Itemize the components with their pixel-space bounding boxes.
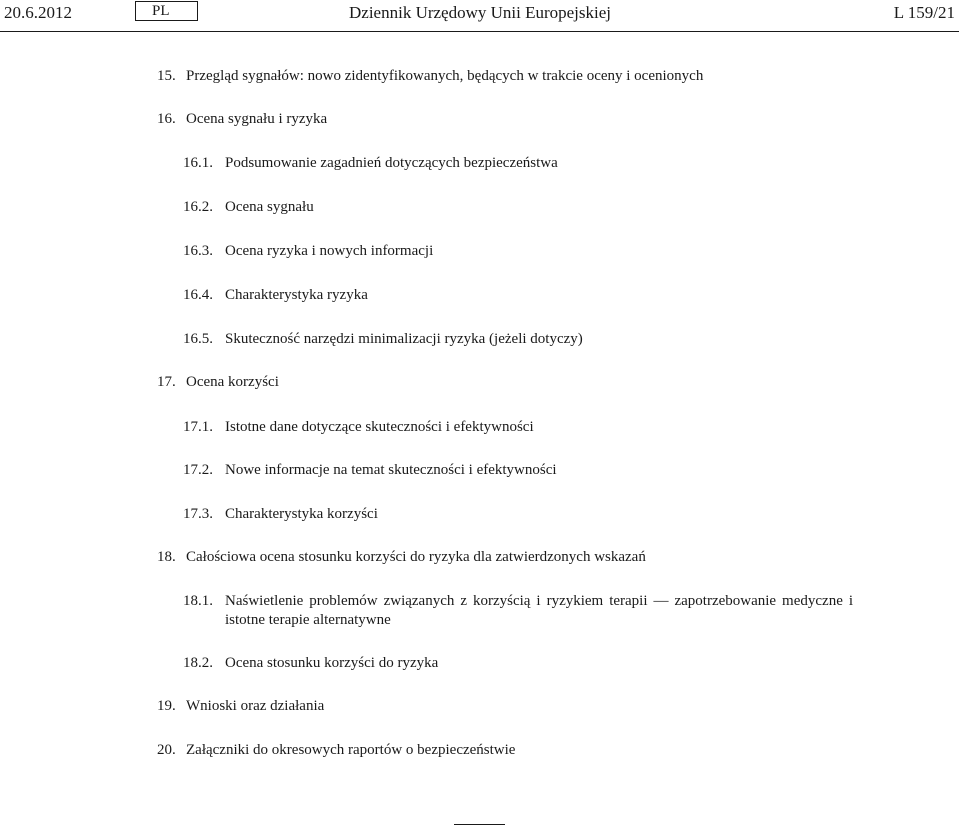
header-rule bbox=[0, 31, 959, 32]
list-item bbox=[183, 242, 433, 261]
item-text: Naświetlenie problemów związanych z korzyścią i ryzykiem terapii — zapotrzebowanie medyczne i istotne terapie alternatywne bbox=[225, 593, 853, 628]
item-text: Całościowa ocena stosunku korzyści do ryzyka dla zatwierdzonych wskazań bbox=[186, 549, 646, 565]
item-number: 16.4. bbox=[183, 287, 213, 303]
item-text: Ocena korzyści bbox=[186, 374, 279, 390]
item-number: 16.2. bbox=[183, 199, 213, 215]
item-text: Charakterystyka ryzyka bbox=[225, 287, 368, 303]
list-item bbox=[183, 330, 583, 349]
footer-rule bbox=[454, 824, 505, 825]
item-number: 18.1. bbox=[183, 593, 213, 609]
item-number: 17.3. bbox=[183, 506, 213, 522]
list-item bbox=[183, 286, 368, 305]
item-number: 20. bbox=[157, 742, 176, 758]
item-number: 16.5. bbox=[183, 331, 213, 347]
list-item bbox=[157, 110, 327, 129]
item-text: Istotne dane dotyczące skuteczności i efektywności bbox=[225, 419, 534, 435]
list-item bbox=[157, 548, 646, 567]
list-item bbox=[183, 505, 378, 524]
item-number: 16.3. bbox=[183, 243, 213, 259]
list-item bbox=[183, 592, 853, 630]
item-number: 16.1. bbox=[183, 155, 213, 171]
list-item bbox=[157, 741, 515, 760]
item-text: Załączniki do okresowych raportów o bezpieczeństwie bbox=[186, 742, 516, 758]
list-item bbox=[183, 654, 438, 673]
item-text: Charakterystyka korzyści bbox=[225, 506, 378, 522]
publication-date: 20.6.2012 bbox=[4, 3, 72, 22]
page-header bbox=[0, 0, 959, 33]
item-text: Przegląd sygnałów: nowo zidentyfikowanych, będących w trakcie oceny i ocenionych bbox=[186, 68, 704, 84]
item-text: Wnioski oraz działania bbox=[186, 698, 325, 714]
list-item bbox=[157, 373, 279, 392]
page-reference: L 159/21 bbox=[893, 3, 955, 22]
list-item bbox=[157, 697, 324, 716]
item-text: Ocena sygnału bbox=[225, 199, 314, 215]
language-code-box: PL bbox=[135, 1, 198, 21]
item-number: 15. bbox=[157, 68, 176, 84]
item-text: Podsumowanie zagadnień dotyczących bezpieczeństwa bbox=[225, 155, 558, 171]
item-text: Ocena sygnału i ryzyka bbox=[186, 111, 328, 127]
item-number: 17.2. bbox=[183, 462, 213, 478]
list-item bbox=[183, 418, 534, 437]
item-number: 17. bbox=[157, 374, 176, 390]
list-item bbox=[157, 67, 703, 86]
item-number: 18. bbox=[157, 549, 176, 565]
item-number: 18.2. bbox=[183, 655, 213, 671]
item-number: 17.1. bbox=[183, 419, 213, 435]
journal-title: Dziennik Urzędowy Unii Europejskiej bbox=[349, 3, 612, 22]
item-number: 19. bbox=[157, 698, 176, 714]
item-text: Ocena stosunku korzyści do ryzyka bbox=[225, 655, 439, 671]
list-item bbox=[183, 154, 558, 173]
list-item bbox=[183, 198, 314, 217]
item-text: Ocena ryzyka i nowych informacji bbox=[225, 243, 434, 259]
list-item bbox=[183, 461, 557, 480]
item-text: Nowe informacje na temat skuteczności i efektywności bbox=[225, 462, 557, 478]
item-text: Skuteczność narzędzi minimalizacji ryzyka (jeżeli dotyczy) bbox=[225, 331, 583, 347]
item-number: 16. bbox=[157, 111, 176, 127]
